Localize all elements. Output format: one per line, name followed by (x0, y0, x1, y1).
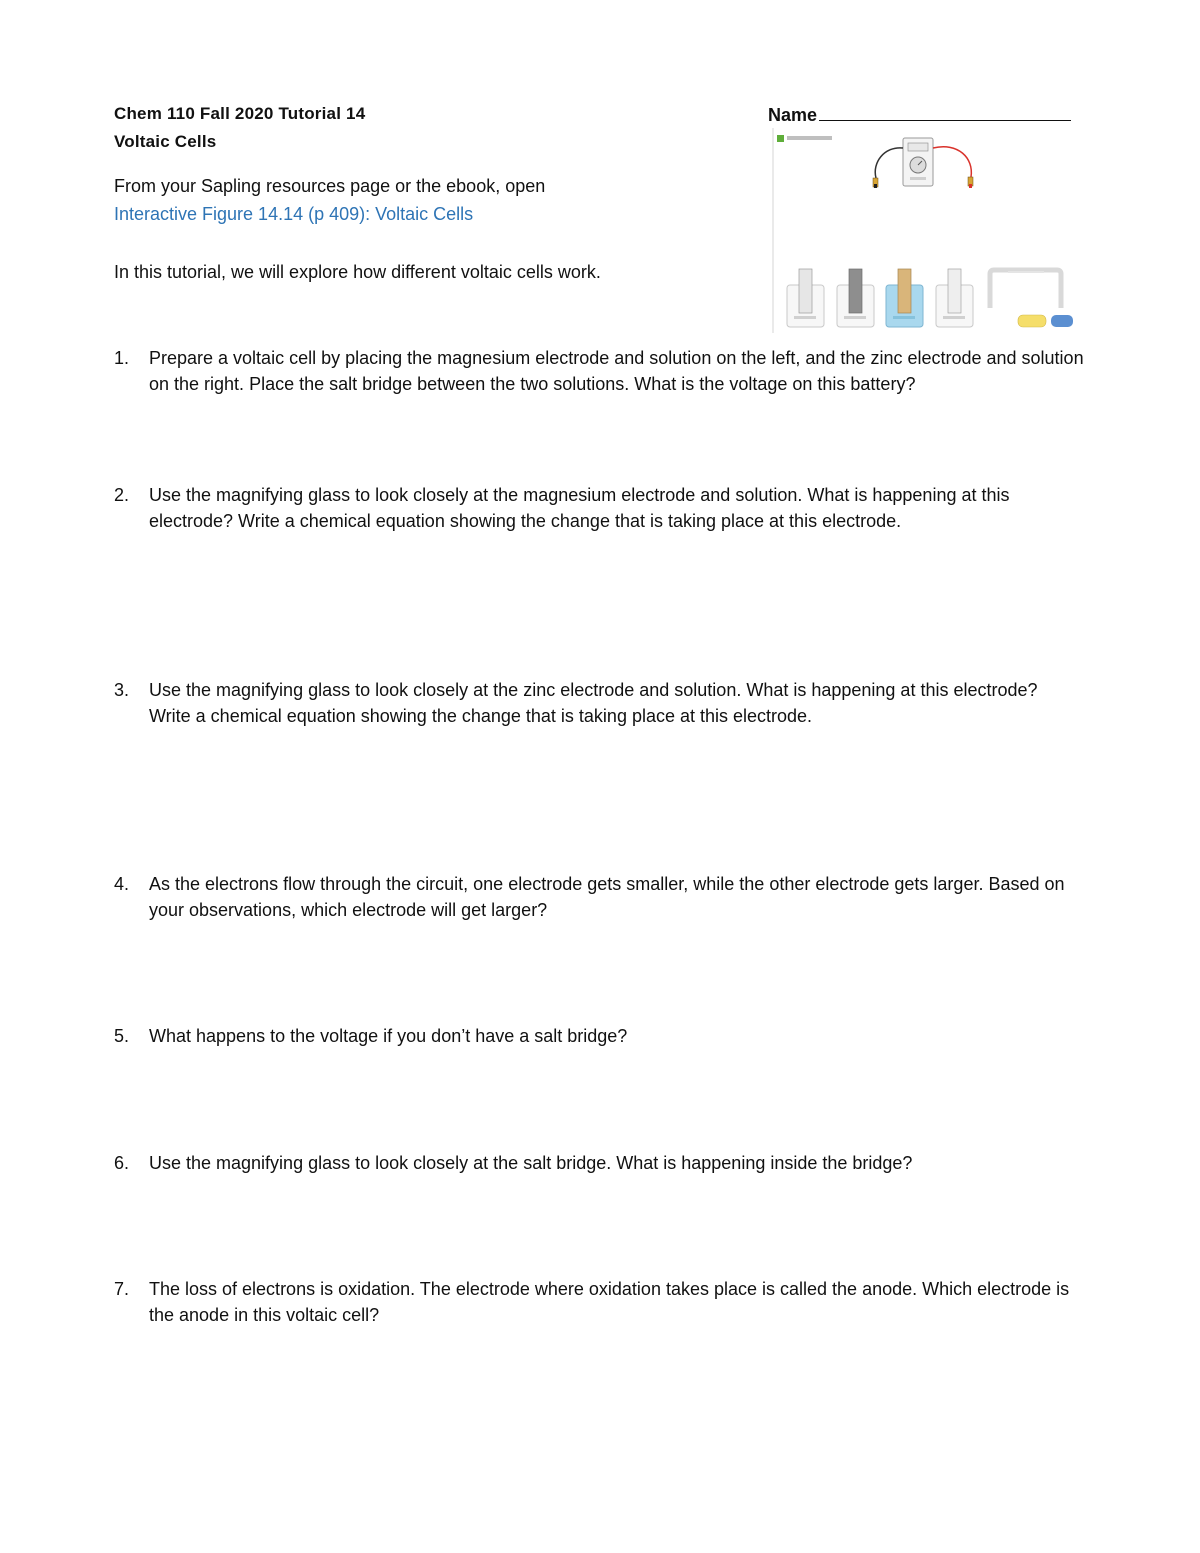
question-3-number: 3. (114, 680, 130, 700)
question-4-text: As the electrons flow through the circuit, one electrode gets smaller, while the other electrode gets larger. Based on your observations, which electrode will get larger? (149, 874, 1065, 920)
voltaic-cell-simulation-image (772, 128, 1082, 333)
question-5-text: What happens to the voltage if you don’t have a salt bridge? (149, 1026, 628, 1046)
question-7-number: 7. (114, 1279, 130, 1299)
question-5-number: 5. (114, 1026, 130, 1046)
name-blank-line (819, 102, 1071, 121)
question-3-text: Use the magnifying glass to look closely at the zinc electrode and solution. What is happening at this electrode? Write a chemical equation showing the change that is taking place at this electrode. (149, 680, 1038, 726)
name-field (768, 102, 1071, 126)
question-6-text: Use the magnifying glass to look closely at the salt bridge. What is happening inside the bridge? (149, 1153, 913, 1173)
figure-link[interactable]: Interactive Figure 14.14 (p 409): Voltaic Cells (114, 204, 474, 224)
intro-text: In this tutorial, we will explore how different voltaic cells work. (114, 262, 601, 282)
document-subtitle: Voltaic Cells (114, 132, 217, 151)
question-2-text: Use the magnifying glass to look closely at the magnesium electrode and solution. What is happening at this electrode? Write a chemical equation showing the change that is taking place at this electrode. (149, 485, 1010, 531)
question-6-number: 6. (114, 1153, 130, 1173)
question-7-text: The loss of electrons is oxidation. The electrode where oxidation takes place is called the anode. Which electrode is the anode in this voltaic cell? (149, 1279, 1070, 1325)
question-2-number: 2. (114, 485, 130, 505)
question-1-text: Prepare a voltaic cell by placing the magnesium electrode and solution on the left, and the zinc electrode and solution on the right. Place the salt bridge between the two solutions. What is the voltage on this battery? (149, 348, 1084, 394)
document-title: Chem 110 Fall 2020 Tutorial 14 (114, 104, 366, 123)
question-4-number: 4. (114, 874, 130, 894)
question-1-number: 1. (114, 348, 130, 368)
name-label: Name (768, 105, 818, 125)
open-instruction: From your Sapling resources page or the ebook, open (114, 176, 546, 196)
